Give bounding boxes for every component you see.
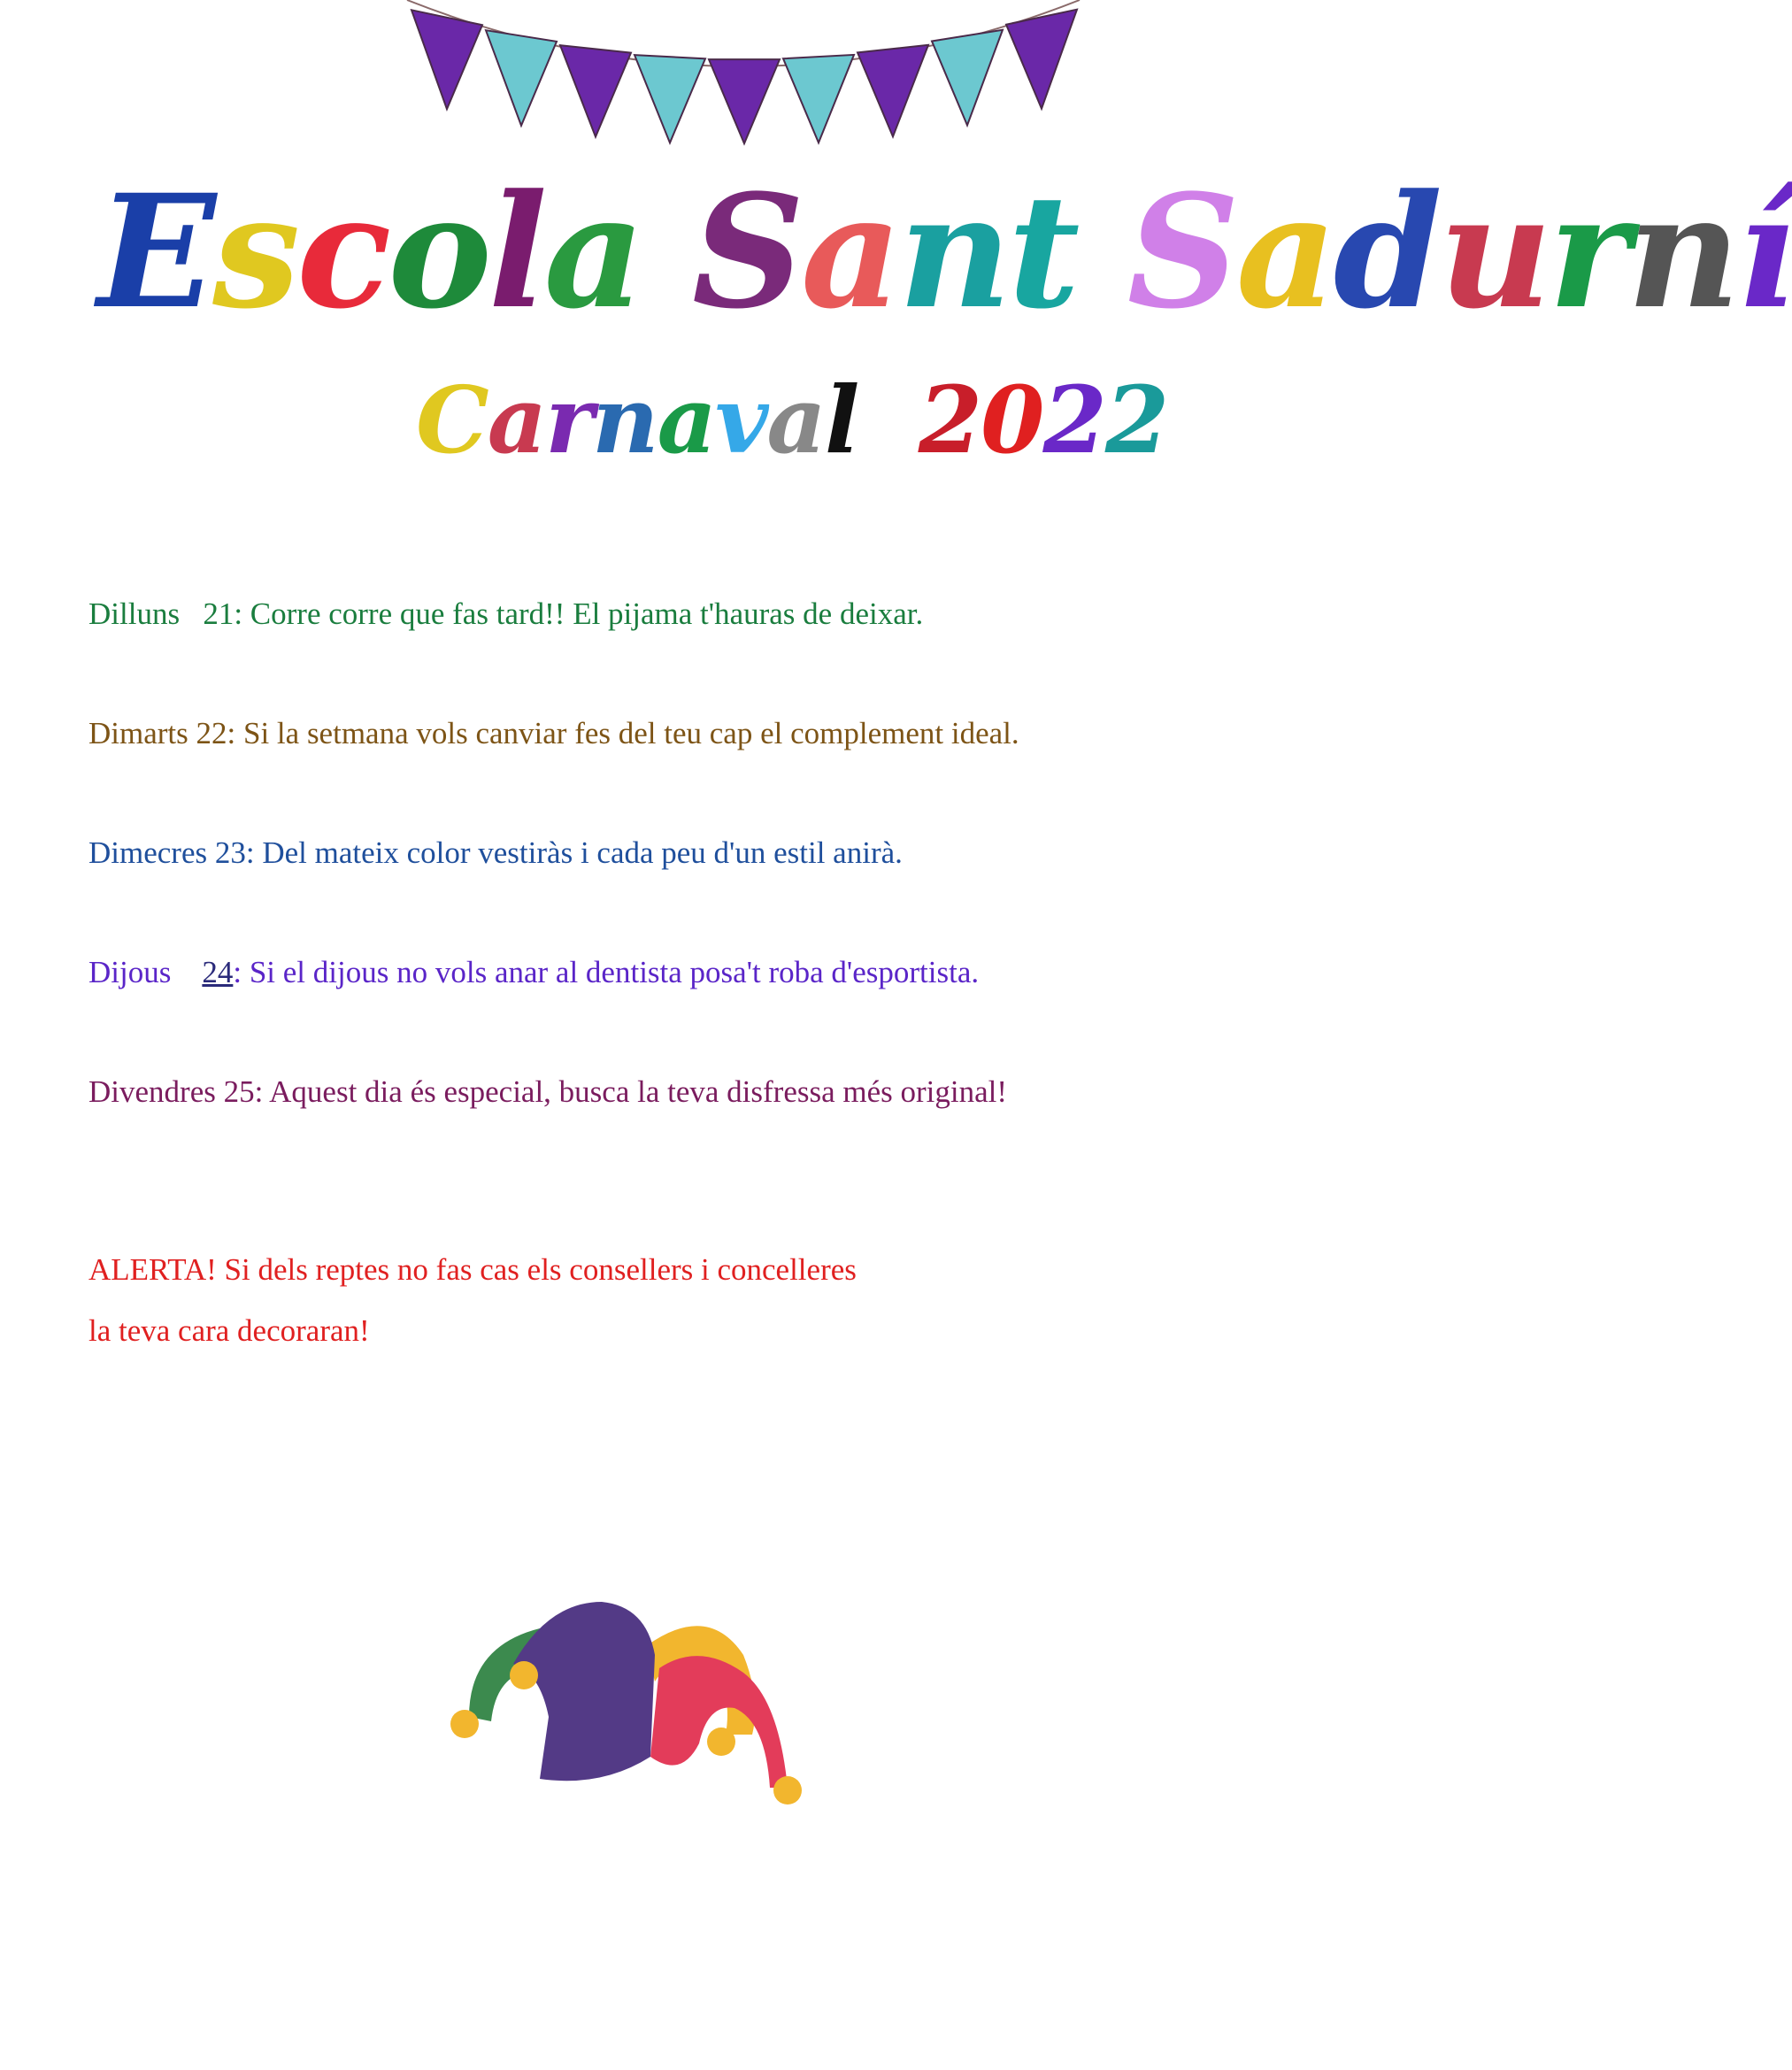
day-number: 24 <box>202 955 234 989</box>
day-name: Dimecres <box>88 835 208 870</box>
subtitle-letter: v <box>714 366 767 474</box>
alert-line-1: ALERTA! Si dels reptes no fas cas els consellers i concelleres <box>88 1252 857 1287</box>
carnaval-subtitle <box>416 354 1168 487</box>
year-digit: 0 <box>981 366 1043 474</box>
subtitle-letter: a <box>657 366 715 474</box>
title-letter: t <box>1008 160 1077 343</box>
subtitle-letter: a <box>487 366 546 474</box>
title-letter: S <box>1127 160 1236 343</box>
day-text: : Si el dijous no vols anar al dentista posa't roba d'esportista. <box>233 955 980 989</box>
title-letter <box>642 146 692 358</box>
subtitle-letter: n <box>591 366 658 474</box>
jester-hat-icon <box>442 1566 832 1797</box>
day-item-wednesday <box>88 834 903 873</box>
day-text: : Corre corre que fas tard!! El pijama t'hauras de deixar. <box>234 596 924 631</box>
title-letter: a <box>801 160 899 343</box>
day-number: 21 <box>203 596 235 631</box>
day-item-thursday <box>88 953 979 992</box>
bunting-flag <box>932 30 1003 126</box>
title-letter: a <box>543 160 642 343</box>
bunting-flag <box>1006 10 1077 109</box>
day-item-friday <box>88 1073 1007 1112</box>
title-letter: s <box>212 160 297 343</box>
title-letter: c <box>296 160 388 343</box>
day-number: 23 <box>214 835 246 870</box>
title-letter: r <box>1548 160 1627 343</box>
subtitle-letter: a <box>766 366 825 474</box>
bunting-flag <box>411 10 482 109</box>
title-letter: n <box>898 160 1009 343</box>
bunting-flag <box>560 45 631 136</box>
day-item-monday <box>88 595 923 634</box>
day-name: Dimarts <box>88 716 188 750</box>
day-text: : Aquest dia és especial, busca la teva disfressa més original! <box>254 1074 1008 1109</box>
title-letter: S <box>692 160 802 343</box>
school-title <box>97 146 1792 358</box>
day-name: Divendres <box>88 1074 216 1109</box>
day-name: Dijous <box>88 955 172 989</box>
alert-line-2: la teva cara decoraran! <box>88 1313 370 1348</box>
subtitle-letter: l <box>824 366 858 474</box>
year-digit: 2 <box>918 366 981 474</box>
title-letter: d <box>1333 160 1439 343</box>
title-letter: n <box>1627 160 1737 343</box>
title-letter: o <box>388 160 488 343</box>
bunting-flag <box>486 30 557 126</box>
year-digit: 2 <box>1104 366 1168 474</box>
bunting-flag <box>858 45 928 137</box>
title-letter: E <box>97 160 213 343</box>
day-text: : Si la setmana vols canviar fes del teu cap el complement ideal. <box>227 716 1019 750</box>
day-text: : Del mateix color vestiràs i cada peu d'un estil anirà. <box>245 835 903 870</box>
subtitle-letter: C <box>416 366 488 474</box>
title-letter: u <box>1438 160 1549 343</box>
title-letter <box>1076 146 1127 358</box>
day-number: 25 <box>223 1074 255 1109</box>
title-letter: l <box>488 160 544 343</box>
title-letter: a <box>1235 160 1334 343</box>
bunting-flag <box>709 59 780 143</box>
day-item-tuesday <box>88 714 1019 753</box>
year-digit: 2 <box>1042 366 1105 474</box>
title-letter: í <box>1736 160 1792 343</box>
bunting-flag <box>635 55 705 142</box>
day-name: Dilluns <box>88 596 181 631</box>
bunting-flag <box>783 55 854 142</box>
subtitle-letter: r <box>545 366 592 474</box>
day-number: 22 <box>196 716 227 750</box>
